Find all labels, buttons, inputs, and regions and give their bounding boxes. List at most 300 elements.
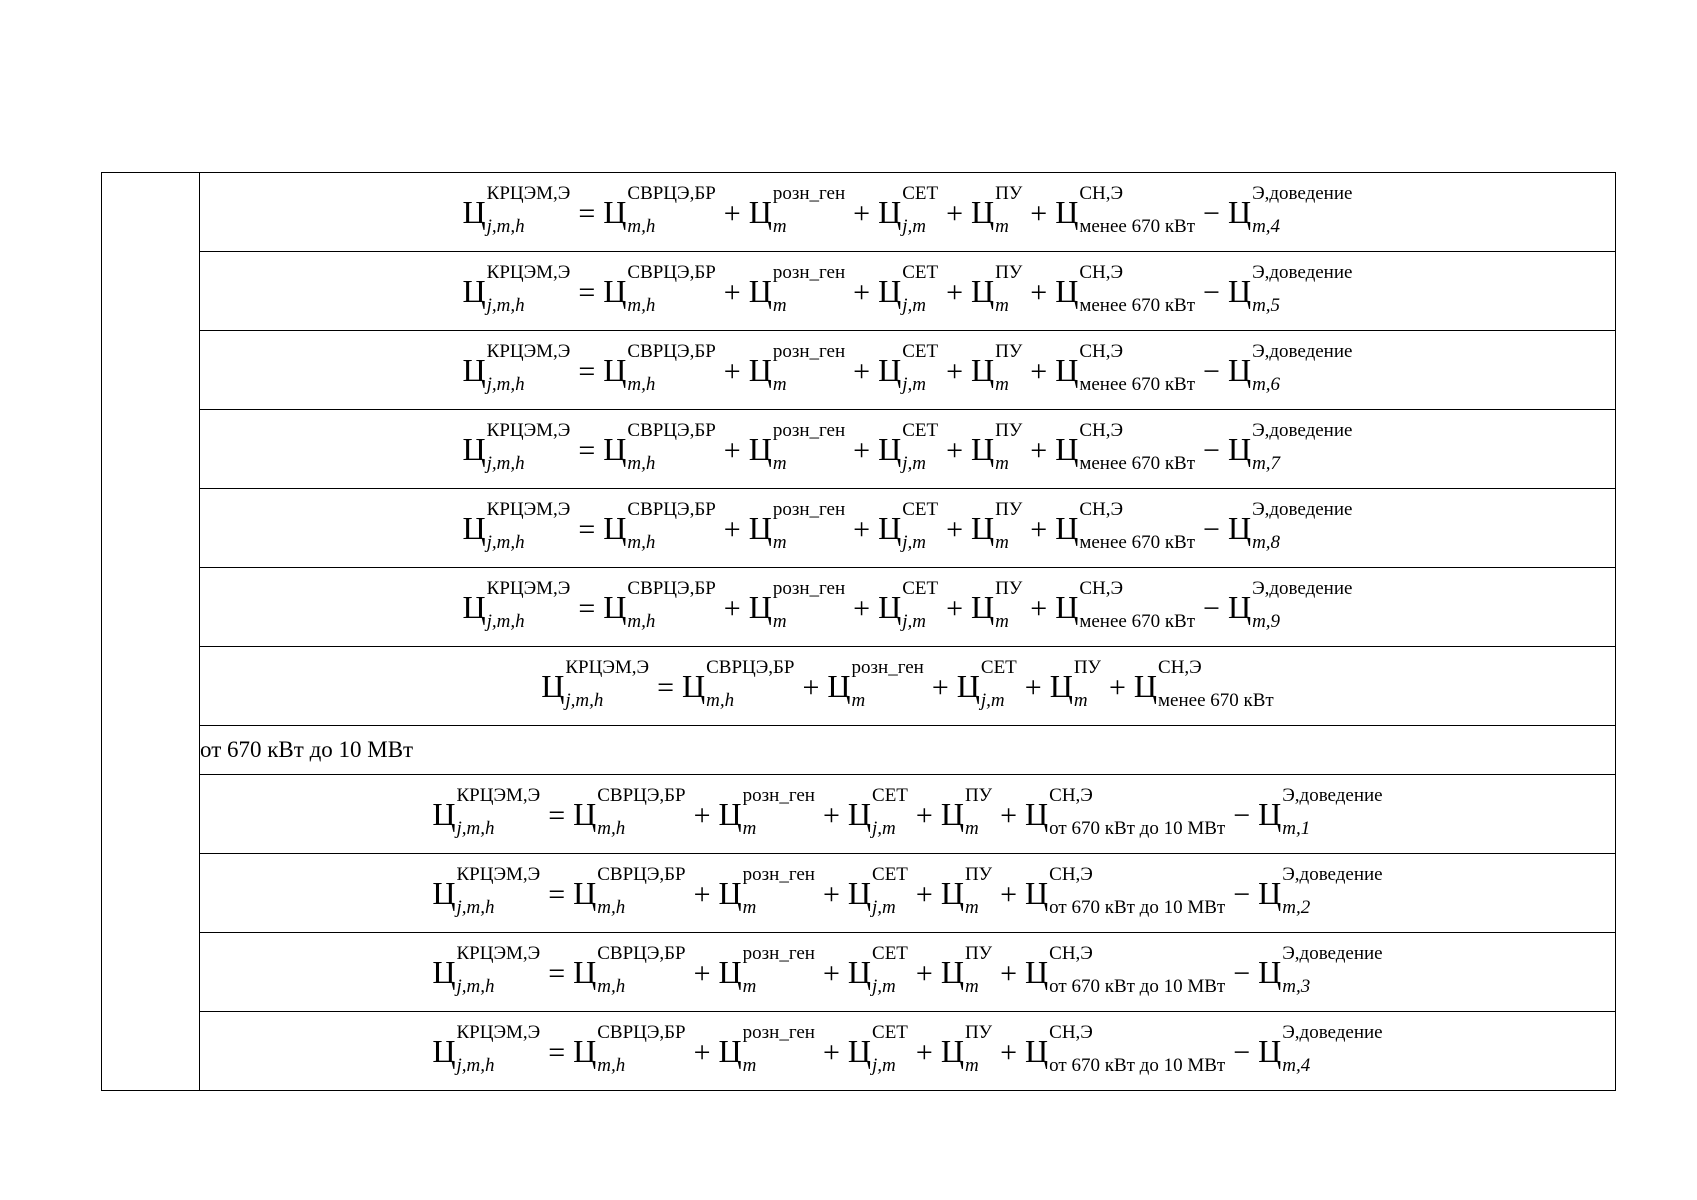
price-rozn-gen-term-subscript: m [742, 818, 757, 839]
tsena-symbol: Ц [1258, 796, 1282, 832]
price-sn-term-superscript: СН,Э [1079, 578, 1124, 600]
tsena-symbol: Ц [432, 875, 456, 911]
tsena-symbol: Ц [1025, 875, 1049, 911]
price-dovedenie-term-scripts [1252, 341, 1353, 395]
tsena-symbol: Ц [603, 273, 627, 309]
tsena-symbol: Ц [1227, 510, 1252, 546]
price-pu-term-subscript: m [995, 295, 1009, 316]
plus-sign: + [1000, 1036, 1018, 1069]
price-rozn-gen-term-scripts [742, 943, 815, 997]
price-pu-term-subscript: m [964, 976, 979, 997]
price-pu-term-subscript: m [964, 1055, 979, 1076]
price-dovedenie-term-superscript: Э,доведение [1282, 1022, 1383, 1044]
price-krcem-term-scripts [456, 943, 541, 997]
tsena-symbol: Ц [878, 431, 902, 467]
price-pu-term-superscript: ПУ [964, 864, 993, 886]
tsena-symbol: Ц [1227, 589, 1252, 625]
price-rozn-gen-term-scripts [742, 864, 815, 918]
price-svrce-term-subscript: m,h [627, 453, 656, 474]
price-sn-term-superscript: СН,Э [1079, 262, 1124, 284]
price-pu-term-superscript: ПУ [964, 785, 993, 807]
price-krcem-term-subscript: j,m,h [486, 295, 525, 316]
price-sn-term [1055, 262, 1196, 316]
minus-sign: − [1203, 592, 1220, 625]
formula-row [102, 173, 1616, 252]
plus-sign: + [1030, 276, 1048, 309]
price-krcem-term-subscript: j,m,h [456, 897, 495, 918]
price-dovedenie-term [1258, 943, 1383, 997]
price-krcem-term [432, 864, 541, 918]
price-rozn-gen-term-superscript: розн_ген [772, 262, 846, 284]
tsena-symbol: Ц [847, 1033, 872, 1069]
price-dovedenie-term-scripts [1252, 499, 1353, 553]
tsena-symbol: Ц [1258, 875, 1282, 911]
price-dovedenie-term [1227, 183, 1353, 237]
tsena-symbol: Ц [1055, 194, 1079, 230]
price-set-term-subscript: j,m [902, 611, 926, 632]
plus-sign: + [1109, 671, 1126, 704]
price-pu-term-subscript: m [995, 532, 1009, 553]
price-sn-term-superscript: СН,Э [1049, 943, 1093, 965]
tsena-symbol: Ц [541, 668, 565, 704]
price-sn-term-superscript: СН,Э [1079, 183, 1124, 205]
tsena-symbol: Ц [847, 875, 872, 911]
price-sn-term [1025, 1022, 1226, 1076]
tsena-symbol: Ц [748, 431, 772, 467]
plus-sign: + [853, 434, 871, 467]
left-column-cell [102, 173, 200, 1091]
price-sn-term [1055, 420, 1196, 474]
price-sn-term-superscript: СН,Э [1079, 341, 1124, 363]
price-svrce-term [603, 341, 716, 395]
tsena-symbol: Ц [971, 352, 995, 388]
price-pu-term-scripts [964, 785, 993, 839]
price-set-term-scripts [902, 420, 939, 474]
price-pu-term-subscript: m [995, 216, 1009, 237]
price-rozn-gen-term [748, 499, 846, 553]
price-set-term-superscript: СЕТ [902, 420, 939, 442]
price-rozn-gen-term-scripts [742, 1022, 815, 1076]
plus-sign: + [946, 197, 963, 230]
tsena-symbol: Ц [748, 589, 772, 625]
price-set-term-superscript: СЕТ [902, 341, 939, 363]
tsena-symbol: Ц [748, 352, 772, 388]
price-set-term [878, 183, 939, 237]
price-dovedenie-term [1227, 578, 1353, 632]
plus-sign: + [723, 276, 741, 309]
price-dovedenie-term-scripts [1252, 183, 1353, 237]
price-krcem-term [432, 943, 541, 997]
plus-sign: + [723, 592, 741, 625]
price-svrce-term-scripts [627, 578, 716, 632]
price-sn-term-superscript: СН,Э [1079, 499, 1124, 521]
price-svrce-term [573, 864, 686, 918]
price-set-term-subscript: j,m [872, 818, 896, 839]
formula-cell [200, 331, 1616, 410]
tsena-symbol: Ц [718, 796, 742, 832]
formula-row [102, 489, 1616, 568]
equals-sign: = [548, 799, 566, 832]
section-label-row [102, 726, 1616, 775]
price-pu-term-scripts [964, 864, 993, 918]
formula-table [101, 172, 1616, 1091]
price-svrce-term-superscript: СВРЦЭ,БР [597, 1022, 686, 1044]
price-sn-term-scripts [1079, 262, 1196, 316]
price-sn-term-scripts [1158, 657, 1274, 711]
price-rozn-gen-term-scripts [772, 262, 846, 316]
price-rozn-gen-term-subscript: m [772, 374, 787, 395]
price-sn-term-subscript: от 670 кВт до 10 МВт [1049, 1055, 1226, 1076]
price-krcem-term-superscript: КРЦЭМ,Э [486, 499, 571, 521]
tsena-symbol: Ц [878, 352, 902, 388]
price-krcem-term [462, 262, 571, 316]
minus-sign: − [1203, 197, 1220, 230]
price-krcem-term-superscript: КРЦЭМ,Э [486, 183, 571, 205]
price-sn-term-scripts [1049, 1022, 1226, 1076]
price-set-term [878, 578, 939, 632]
price-set-term-superscript: СЕТ [980, 657, 1017, 679]
price-svrce-term-subscript: m,h [627, 532, 656, 553]
price-rozn-gen-term-subscript: m [742, 897, 757, 918]
price-rozn-gen-term-subscript: m [772, 295, 787, 316]
price-svrce-term-superscript: СВРЦЭ,БР [627, 183, 716, 205]
price-dovedenie-term-superscript: Э,доведение [1252, 262, 1353, 284]
price-sn-term-subscript: менее 670 кВт [1079, 295, 1196, 316]
price-dovedenie-term-superscript: Э,доведение [1252, 183, 1353, 205]
price-pu-term [971, 183, 1023, 237]
price-pu-term-scripts [995, 341, 1023, 395]
tsena-symbol: Ц [878, 273, 902, 309]
plus-sign: + [853, 355, 871, 388]
plus-sign: + [1000, 799, 1018, 832]
price-dovedenie-term-superscript: Э,доведение [1252, 499, 1353, 521]
tsena-symbol: Ц [1055, 352, 1079, 388]
tsena-symbol: Ц [681, 668, 706, 704]
price-set-term [847, 864, 908, 918]
price-set-term [847, 943, 908, 997]
minus-sign: − [1233, 799, 1251, 832]
price-rozn-gen-term [718, 864, 815, 918]
price-svrce-term-subscript: m,h [627, 295, 656, 316]
price-krcem-term-superscript: КРЦЭМ,Э [486, 341, 571, 363]
formula [462, 341, 1353, 395]
price-krcem-term-subscript: j,m,h [565, 690, 604, 711]
price-dovedenie-term [1227, 499, 1353, 553]
price-krcem-term-superscript: КРЦЭМ,Э [456, 1022, 541, 1044]
price-svrce-term-scripts [627, 420, 716, 474]
price-pu-term-scripts [1073, 657, 1101, 711]
formula-cell [200, 568, 1616, 647]
price-svrce-term-superscript: СВРЦЭ,БР [627, 499, 716, 521]
price-pu-term-subscript: m [964, 818, 979, 839]
price-svrce-term-scripts [597, 1022, 686, 1076]
price-krcem-term-subscript: j,m,h [456, 818, 495, 839]
minus-sign: − [1203, 355, 1220, 388]
price-krcem-term-subscript: j,m,h [486, 216, 525, 237]
formula [462, 183, 1353, 237]
price-pu-term-superscript: ПУ [995, 262, 1023, 284]
tsena-symbol: Ц [1055, 589, 1079, 625]
price-dovedenie-term-scripts [1282, 864, 1383, 918]
price-dovedenie-term [1258, 785, 1383, 839]
price-pu-term-scripts [964, 943, 993, 997]
formula-cell [200, 252, 1616, 331]
price-svrce-term-scripts [597, 943, 686, 997]
formula-table-body [102, 173, 1616, 1091]
tsena-symbol: Ц [573, 954, 597, 990]
plus-sign: + [822, 799, 840, 832]
tsena-symbol: Ц [971, 510, 995, 546]
formula [462, 262, 1353, 316]
price-svrce-term [573, 785, 686, 839]
price-rozn-gen-term-subscript: m [851, 690, 866, 711]
equals-sign: = [578, 434, 596, 467]
tsena-symbol: Ц [827, 668, 851, 704]
price-sn-term-subscript: от 670 кВт до 10 МВт [1049, 897, 1226, 918]
price-set-term [847, 785, 908, 839]
price-set-term-superscript: СЕТ [872, 785, 908, 807]
price-svrce-term [573, 1022, 686, 1076]
plus-sign: + [1024, 671, 1042, 704]
price-krcem-term-subscript: j,m,h [456, 976, 495, 997]
plus-sign: + [946, 513, 963, 546]
price-sn-term-subscript: от 670 кВт до 10 МВт [1049, 976, 1226, 997]
formula [432, 1022, 1383, 1076]
price-set-term [878, 420, 939, 474]
price-set-term-scripts [902, 183, 939, 237]
tsena-symbol: Ц [718, 1033, 742, 1069]
price-rozn-gen-term-superscript: розн_ген [772, 578, 846, 600]
price-pu-term [971, 499, 1023, 553]
price-sn-term-scripts [1049, 785, 1226, 839]
formula-row [102, 1012, 1616, 1091]
price-sn-term-scripts [1049, 864, 1226, 918]
formula-cell [200, 854, 1616, 933]
price-svrce-term [681, 657, 795, 711]
equals-sign: = [548, 878, 566, 911]
plus-sign: + [802, 671, 820, 704]
formula [432, 785, 1383, 839]
tsena-symbol: Ц [1025, 1033, 1049, 1069]
price-rozn-gen-term-subscript: m [742, 1055, 757, 1076]
price-krcem-term-scripts [486, 183, 571, 237]
price-svrce-term [603, 420, 716, 474]
price-set-term-superscript: СЕТ [902, 183, 939, 205]
price-set-term-subscript: j,m [902, 532, 926, 553]
price-svrce-term-superscript: СВРЦЭ,БР [627, 262, 716, 284]
price-svrce-term-scripts [706, 657, 795, 711]
price-svrce-term-subscript: m,h [597, 818, 626, 839]
price-krcem-term [541, 657, 650, 711]
tsena-symbol: Ц [1258, 1033, 1282, 1069]
price-krcem-term-superscript: КРЦЭМ,Э [456, 864, 541, 886]
price-dovedenie-term-scripts [1252, 420, 1353, 474]
price-dovedenie-term [1227, 262, 1353, 316]
price-set-term-scripts [902, 578, 939, 632]
tsena-symbol: Ц [603, 194, 627, 230]
price-krcem-term-scripts [486, 420, 571, 474]
price-svrce-term-scripts [597, 864, 686, 918]
price-pu-term-superscript: ПУ [995, 499, 1023, 521]
price-rozn-gen-term-superscript: розн_ген [851, 657, 924, 679]
formula-row [102, 775, 1616, 854]
tsena-symbol: Ц [748, 194, 772, 230]
price-set-term-subscript: j,m [902, 374, 926, 395]
price-rozn-gen-term-subscript: m [772, 611, 787, 632]
formula-cell [200, 775, 1616, 854]
price-rozn-gen-term-superscript: розн_ген [742, 785, 815, 807]
price-pu-term-subscript: m [964, 897, 979, 918]
price-dovedenie-term-subscript: m,5 [1252, 295, 1281, 316]
price-svrce-term [573, 943, 686, 997]
price-svrce-term-scripts [627, 499, 716, 553]
price-krcem-term-subscript: j,m,h [486, 532, 525, 553]
formula-cell [200, 1012, 1616, 1091]
tsena-symbol: Ц [1025, 954, 1049, 990]
price-krcem-term-subscript: j,m,h [486, 374, 525, 395]
price-dovedenie-term [1258, 864, 1383, 918]
formula-cell [200, 489, 1616, 568]
price-krcem-term-superscript: КРЦЭМ,Э [565, 657, 650, 679]
tsena-symbol: Ц [940, 1033, 964, 1069]
plus-sign: + [853, 197, 871, 230]
price-dovedenie-term [1227, 341, 1353, 395]
price-sn-term-superscript: СН,Э [1158, 657, 1202, 679]
tsena-symbol: Ц [971, 589, 995, 625]
tsena-symbol: Ц [462, 431, 486, 467]
price-krcem-term [462, 420, 571, 474]
price-dovedenie-term-scripts [1282, 943, 1383, 997]
price-pu-term-superscript: ПУ [995, 578, 1023, 600]
price-dovedenie-term-superscript: Э,доведение [1282, 785, 1383, 807]
price-pu-term-superscript: ПУ [964, 943, 993, 965]
tsena-symbol: Ц [603, 431, 627, 467]
price-set-term-subscript: j,m [980, 690, 1005, 711]
price-set-term [878, 499, 939, 553]
formula-cell [200, 933, 1616, 1012]
price-svrce-term-subscript: m,h [627, 216, 656, 237]
formula-row [102, 568, 1616, 647]
equals-sign: = [578, 276, 596, 309]
price-pu-term [940, 943, 993, 997]
price-rozn-gen-term [718, 1022, 815, 1076]
price-rozn-gen-term-scripts [772, 499, 846, 553]
price-krcem-term [462, 183, 571, 237]
price-sn-term-superscript: СН,Э [1079, 420, 1124, 442]
price-set-term-superscript: СЕТ [872, 943, 908, 965]
price-rozn-gen-term-subscript: m [772, 453, 787, 474]
plus-sign: + [915, 799, 933, 832]
plus-sign: + [1000, 957, 1018, 990]
price-krcem-term [432, 785, 541, 839]
tsena-symbol: Ц [462, 273, 486, 309]
plus-sign: + [853, 592, 871, 625]
price-sn-term-subscript: менее 670 кВт [1079, 216, 1196, 237]
price-dovedenie-term-scripts [1252, 262, 1353, 316]
price-krcem-term-scripts [486, 578, 571, 632]
price-dovedenie-term [1258, 1022, 1383, 1076]
tsena-symbol: Ц [573, 1033, 597, 1069]
price-svrce-term-subscript: m,h [706, 690, 735, 711]
price-dovedenie-term-scripts [1282, 785, 1383, 839]
price-svrce-term-subscript: m,h [597, 897, 626, 918]
price-pu-term-superscript: ПУ [995, 420, 1023, 442]
tsena-symbol: Ц [940, 875, 964, 911]
minus-sign: − [1233, 1036, 1251, 1069]
tsena-symbol: Ц [603, 589, 627, 625]
price-krcem-term-superscript: КРЦЭМ,Э [486, 262, 571, 284]
price-krcem-term-scripts [456, 785, 541, 839]
tsena-symbol: Ц [462, 589, 486, 625]
formula-row [102, 410, 1616, 489]
tsena-symbol: Ц [847, 796, 872, 832]
price-sn-term-subscript: от 670 кВт до 10 МВт [1049, 818, 1226, 839]
price-sn-term [1055, 499, 1196, 553]
tsena-symbol: Ц [462, 510, 486, 546]
plus-sign: + [946, 592, 963, 625]
minus-sign: − [1203, 513, 1220, 546]
price-rozn-gen-term-superscript: розн_ген [772, 420, 846, 442]
price-sn-term-superscript: СН,Э [1049, 785, 1093, 807]
equals-sign: = [578, 355, 596, 388]
plus-sign: + [915, 957, 933, 990]
tsena-symbol: Ц [1055, 431, 1079, 467]
price-krcem-term-scripts [486, 499, 571, 553]
price-svrce-term-superscript: СВРЦЭ,БР [597, 864, 686, 886]
equals-sign: = [548, 1036, 566, 1069]
plus-sign: + [1030, 197, 1048, 230]
price-rozn-gen-term-superscript: розн_ген [772, 341, 846, 363]
price-pu-term-scripts [995, 262, 1023, 316]
price-sn-term-subscript: менее 670 кВт [1079, 374, 1196, 395]
price-svrce-term [603, 578, 716, 632]
price-pu-term-scripts [995, 183, 1023, 237]
price-svrce-term-subscript: m,h [597, 1055, 626, 1076]
formula [462, 420, 1353, 474]
plus-sign: + [822, 957, 840, 990]
price-pu-term [971, 262, 1023, 316]
plus-sign: + [822, 878, 840, 911]
plus-sign: + [693, 1036, 711, 1069]
price-set-term-scripts [902, 499, 939, 553]
price-krcem-term-scripts [456, 864, 541, 918]
price-svrce-term-superscript: СВРЦЭ,БР [627, 578, 716, 600]
price-dovedenie-term-superscript: Э,доведение [1252, 420, 1353, 442]
tsena-symbol: Ц [718, 875, 742, 911]
price-rozn-gen-term-scripts [742, 785, 815, 839]
minus-sign: − [1233, 878, 1251, 911]
tsena-symbol: Ц [971, 431, 995, 467]
price-set-term-scripts [872, 785, 908, 839]
price-dovedenie-term-subscript: m,9 [1252, 611, 1281, 632]
price-pu-term-subscript: m [1073, 690, 1088, 711]
tsena-symbol: Ц [1227, 194, 1252, 230]
tsena-symbol: Ц [940, 796, 964, 832]
price-set-term-subscript: j,m [902, 295, 926, 316]
price-set-term-subscript: j,m [872, 897, 896, 918]
plus-sign: + [822, 1036, 840, 1069]
price-dovedenie-term-subscript: m,8 [1252, 532, 1281, 553]
tsena-symbol: Ц [432, 1033, 456, 1069]
price-set-term [878, 341, 939, 395]
price-krcem-term-subscript: j,m,h [486, 611, 525, 632]
price-svrce-term-scripts [597, 785, 686, 839]
tsena-symbol: Ц [847, 954, 872, 990]
price-dovedenie-term-subscript: m,2 [1282, 897, 1311, 918]
tsena-symbol: Ц [1227, 352, 1252, 388]
plus-sign: + [693, 878, 711, 911]
price-krcem-term-subscript: j,m,h [456, 1055, 495, 1076]
